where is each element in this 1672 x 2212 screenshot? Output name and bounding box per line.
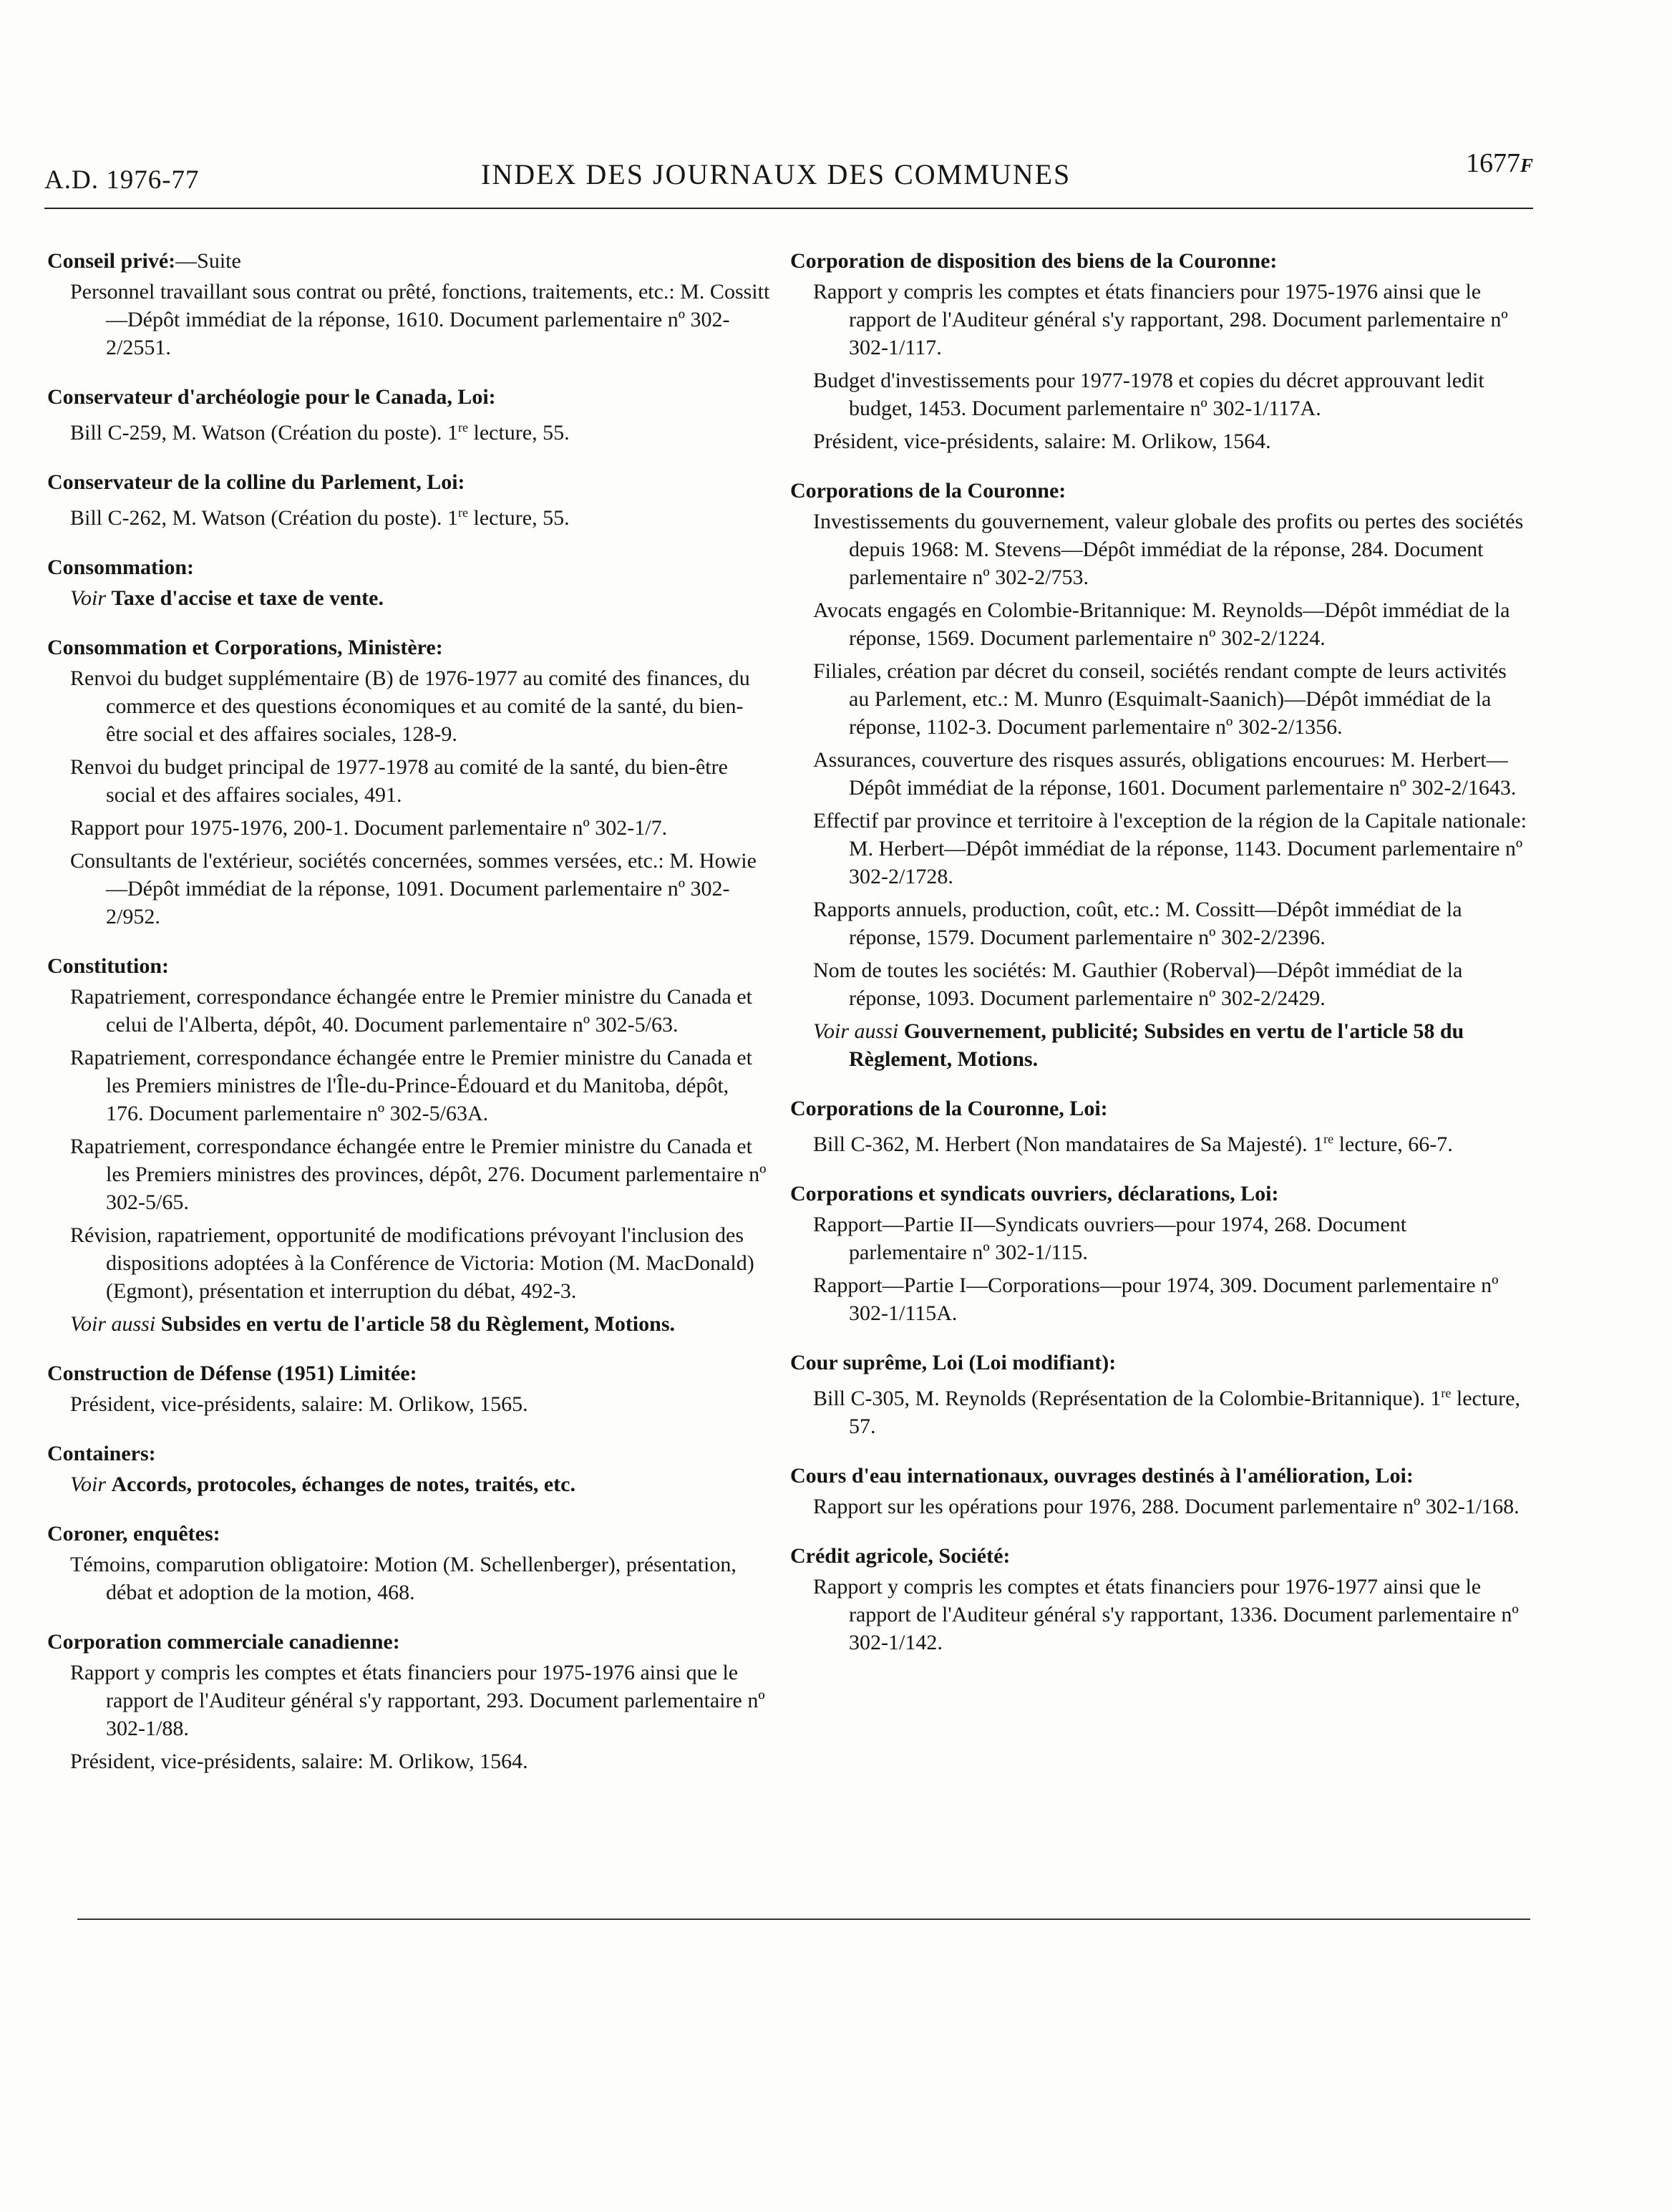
entry-subitem: Rapport—Partie II—Syndicats ouvriers—pour 1974, 268. Document parlementaire nº 302-1/115. bbox=[813, 1213, 1407, 1264]
entry-subitem: Nom de toutes les sociétés: M. Gauthier (Roberval)—Dépôt immédiat de la réponse, 1093. Document parlementaire nº 302-2/2429. bbox=[813, 959, 1463, 1010]
index-entry bbox=[790, 1542, 1527, 1656]
entry-heading bbox=[47, 634, 770, 662]
entry-heading bbox=[47, 1520, 770, 1548]
index-entry bbox=[47, 634, 770, 931]
entry-heading-text: Crédit agricole, Société: bbox=[790, 1544, 1011, 1568]
subitem-text-end: lecture, 55. bbox=[467, 421, 570, 445]
entry-subitem: Avocats engagés en Colombie-Britannique: M. Reynolds—Dépôt immédiat de la réponse, 1569. Document parlementaire nº 302-2/1224. bbox=[813, 598, 1510, 650]
entry-heading-text: Conseil privé: bbox=[47, 249, 176, 273]
entry-subitem: Renvoi du budget supplémentaire (B) de 1976-1977 au comité des finances, du commerce et des questions économiques et au comité de la santé, du bien-être social et des affaires sociales, 128-9. bbox=[70, 666, 750, 746]
left-column bbox=[47, 247, 770, 1797]
index-entry bbox=[790, 1349, 1527, 1440]
entry-subitem bbox=[47, 499, 770, 532]
entry-subitem: Témoins, comparution obligatoire: Motion (M. Schellenberger), présentation, débat et adoption de la motion, 468. bbox=[70, 1553, 737, 1604]
entry-subitem: Budget d'investissements pour 1977-1978 et copies du décret approuvant ledit budget, 1453. Document parlementaire nº 302-1/117A. bbox=[813, 369, 1484, 420]
entry-heading bbox=[790, 1095, 1527, 1123]
entry-heading-text: Corporation de disposition des biens de la Couronne: bbox=[790, 249, 1278, 273]
subitem-text-start: Bill C-262, M. Watson (Création du poste). 1 bbox=[70, 506, 458, 530]
entry-heading-text: Constitution: bbox=[47, 954, 170, 978]
entry-heading bbox=[790, 1180, 1527, 1208]
index-entry bbox=[47, 553, 770, 612]
index-entry bbox=[790, 1180, 1527, 1327]
entry-subitem: Révision, rapatriement, opportunité de modifications prévoyant l'inclusion des dispositions adoptées à la Conférence de Victoria: Motion (M. MacDonald) (Egmont), présentation et interruption du débat, 492-3. bbox=[70, 1223, 754, 1303]
entry-heading-text: Consommation et Corporations, Ministère: bbox=[47, 636, 443, 659]
subitem-text-end: lecture, 55. bbox=[467, 506, 570, 530]
entry-subitem: Investissements du gouvernement, valeur globale des profits ou pertes des sociétés depuis 1968: M. Stevens—Dépôt immédiat de la réponse, 284. Document parlementaire nº 302-2/753. bbox=[813, 510, 1524, 589]
index-entry bbox=[47, 247, 770, 362]
page-number-suffix: F bbox=[1520, 155, 1533, 176]
entry-subitem: Président, vice-présidents, salaire: M. Orlikow, 1564. bbox=[813, 430, 1271, 453]
entry-heading bbox=[47, 247, 770, 276]
header-page-number bbox=[1466, 147, 1533, 179]
cross-reference-target: Taxe d'accise et taxe de vente. bbox=[111, 586, 384, 610]
entry-subitem bbox=[790, 1379, 1527, 1440]
cross-reference-lead: Voir bbox=[70, 586, 107, 610]
entry-heading bbox=[47, 383, 770, 412]
index-entry bbox=[47, 468, 770, 532]
header-rule bbox=[44, 208, 1533, 209]
entry-heading bbox=[47, 1359, 770, 1388]
cross-reference bbox=[47, 584, 770, 612]
entry-heading-text: Cours d'eau internationaux, ouvrages destinés à l'amélioration, Loi: bbox=[790, 1464, 1414, 1488]
entry-heading-text: Containers: bbox=[47, 1442, 156, 1465]
page-number-digits: 1677 bbox=[1465, 148, 1520, 178]
entry-heading bbox=[47, 1628, 770, 1656]
entry-heading bbox=[47, 1440, 770, 1468]
subitem-text-start: Bill C-259, M. Watson (Création du poste). 1 bbox=[70, 421, 458, 445]
header-title: INDEX DES JOURNAUX DES COMMUNES bbox=[481, 158, 1071, 190]
subitem-superscript: re bbox=[1323, 1132, 1334, 1146]
entry-heading bbox=[47, 553, 770, 582]
cross-reference-target: Gouvernement, publicité; Subsides en vertu de l'article 58 du Règlement, Motions. bbox=[849, 1019, 1464, 1071]
entry-subitem: Filiales, création par décret du conseil, sociétés rendant compte de leurs activités au Parlement, etc.: M. Munro (Esquimalt-Saanich)—Dépôt immédiat de la réponse, 1102-3. Document parlementaire nº 302-2/1356. bbox=[813, 659, 1507, 739]
entry-subitem: Rapatriement, correspondance échangée entre le Premier ministre du Canada et les Premiers ministres des provinces, dépôt, 276. Document parlementaire nº 302-5/65. bbox=[70, 1135, 767, 1214]
entry-heading-text: Construction de Défense (1951) Limitée: bbox=[47, 1362, 417, 1385]
cross-reference-target: Subsides en vertu de l'article 58 du Règlement, Motions. bbox=[160, 1312, 676, 1336]
right-column bbox=[790, 247, 1527, 1678]
entry-subitem: Assurances, couverture des risques assurés, obligations encourues: M. Herbert—Dépôt immédiat de la réponse, 1601. Document parlementaire nº 302-2/1643. bbox=[813, 748, 1517, 800]
entry-heading bbox=[790, 247, 1527, 276]
entry-heading bbox=[47, 952, 770, 981]
subitem-text-start: Bill C-362, M. Herbert (Non mandataires de Sa Majesté). 1 bbox=[813, 1132, 1324, 1156]
entry-subitem: Rapport y compris les comptes et états financiers pour 1975-1976 ainsi que le rapport de l'Auditeur général s'y rapportant, 298. Document parlementaire nº 302-1/117. bbox=[813, 280, 1508, 359]
entry-subitem: Rapport y compris les comptes et états financiers pour 1975-1976 ainsi que le rapport de l'Auditeur général s'y rapportant, 293. Document parlementaire nº 302-1/88. bbox=[70, 1661, 765, 1740]
entry-subitem: Rapport—Partie I—Corporations—pour 1974, 309. Document parlementaire nº 302-1/115A. bbox=[813, 1274, 1499, 1325]
entry-subitem: Consultants de l'extérieur, sociétés concernées, sommes versées, etc.: M. Howie—Dépôt immédiat de la réponse, 1091. Document parlementaire nº 302-2/952. bbox=[70, 849, 757, 928]
index-entry bbox=[790, 247, 1527, 455]
entry-subitem: Rapatriement, correspondance échangée entre le Premier ministre du Canada et celui de l'Alberta, dépôt, 40. Document parlementaire nº 302-5/63. bbox=[70, 985, 752, 1037]
index-entry bbox=[47, 383, 770, 447]
entry-heading-text: Coroner, enquêtes: bbox=[47, 1522, 220, 1546]
subitem-text-start: Bill C-305, M. Reynolds (Représentation de la Colombie-Britannique). 1 bbox=[813, 1387, 1442, 1410]
entry-heading-text: Corporations et syndicats ouvriers, déclarations, Loi: bbox=[790, 1182, 1279, 1206]
entry-subitem: Président, vice-présidents, salaire: M. Orlikow, 1564. bbox=[70, 1750, 528, 1773]
entry-subitem: Rapport pour 1975-1976, 200-1. Document parlementaire nº 302-1/7. bbox=[70, 816, 668, 840]
index-entry bbox=[47, 1359, 770, 1418]
entry-heading bbox=[47, 468, 770, 497]
entry-heading bbox=[790, 477, 1527, 505]
entry-subitem: Renvoi du budget principal de 1977-1978 au comité de la santé, du bien-être social et des affaires sociales, 491. bbox=[70, 755, 728, 807]
cross-reference-lead: Voir aussi bbox=[70, 1312, 156, 1336]
index-entry bbox=[47, 1628, 770, 1775]
entry-heading-text: Cour suprême, Loi (Loi modifiant): bbox=[790, 1351, 1117, 1374]
entry-subitem: Rapports annuels, production, coût, etc.: M. Cossitt—Dépôt immédiat de la réponse, 1579. Document parlementaire nº 302-2/2396. bbox=[813, 898, 1462, 949]
entry-subitem: Rapatriement, correspondance échangée entre le Premier ministre du Canada et les Premiers ministres de l'Île-du-Prince-Édouard et du Manitoba, dépôt, 176. Document parlementaire nº 302-5/63A. bbox=[70, 1046, 752, 1125]
entry-heading-text: Consommation: bbox=[47, 556, 195, 579]
index-entry bbox=[790, 477, 1527, 1073]
subitem-text-end: lecture, 66-7. bbox=[1333, 1132, 1453, 1156]
cross-reference-lead: Voir aussi bbox=[813, 1019, 899, 1043]
entry-heading-text: Corporation commerciale canadienne: bbox=[47, 1630, 400, 1654]
entry-subitem bbox=[790, 1125, 1527, 1158]
cross-reference-lead: Voir bbox=[70, 1473, 107, 1496]
index-entry bbox=[47, 1520, 770, 1606]
subitem-superscript: re bbox=[458, 420, 468, 435]
entry-heading bbox=[790, 1462, 1527, 1490]
entry-heading bbox=[790, 1542, 1527, 1571]
index-entry bbox=[47, 1440, 770, 1498]
entry-heading-text: Conservateur d'archéologie pour le Canada, Loi: bbox=[47, 385, 496, 409]
entry-heading-suite: —Suite bbox=[175, 249, 241, 273]
entry-heading-text: Conservateur de la colline du Parlement, Loi: bbox=[47, 470, 465, 494]
entry-subitem: Rapport sur les opérations pour 1976, 288. Document parlementaire nº 302-1/168. bbox=[813, 1495, 1520, 1518]
entry-subitem: Rapport y compris les comptes et états financiers pour 1976-1977 ainsi que le rapport de l'Auditeur général s'y rapportant, 1336. Document parlementaire nº 302-1/142. bbox=[813, 1575, 1519, 1654]
entry-heading-text: Corporations de la Couronne: bbox=[790, 479, 1066, 503]
cross-reference bbox=[790, 1017, 1527, 1073]
entry-heading-text: Corporations de la Couronne, Loi: bbox=[790, 1097, 1108, 1120]
index-entry bbox=[47, 952, 770, 1338]
index-entry bbox=[790, 1462, 1527, 1520]
subitem-superscript: re bbox=[1441, 1386, 1452, 1400]
entry-heading bbox=[790, 1349, 1527, 1377]
index-entry bbox=[790, 1095, 1527, 1158]
cross-reference-target: Accords, protocoles, échanges de notes, traités, etc. bbox=[111, 1473, 575, 1496]
entry-subitem: Effectif par province et territoire à l'exception de la région de la Capitale nationale: M. Herbert—Dépôt immédiat de la réponse, 1143. Document parlementaire nº 302-2/1728. bbox=[813, 809, 1527, 888]
cross-reference bbox=[47, 1310, 770, 1338]
cross-reference bbox=[47, 1470, 770, 1498]
page-header bbox=[44, 147, 1533, 212]
header-year: A.D. 1976-77 bbox=[44, 165, 200, 195]
entry-subitem bbox=[47, 414, 770, 447]
subitem-superscript: re bbox=[458, 505, 468, 520]
entry-subitem: Président, vice-présidents, salaire: M. Orlikow, 1565. bbox=[70, 1392, 528, 1416]
subitem-text-end: lecture, 57. bbox=[849, 1387, 1520, 1438]
footer-rule bbox=[77, 1918, 1530, 1920]
entry-subitem: Personnel travaillant sous contrat ou prêté, fonctions, traitements, etc.: M. Cossitt—Dépôt immédiat de la réponse, 1610. Document parlementaire nº 302-2/2551. bbox=[70, 280, 770, 359]
